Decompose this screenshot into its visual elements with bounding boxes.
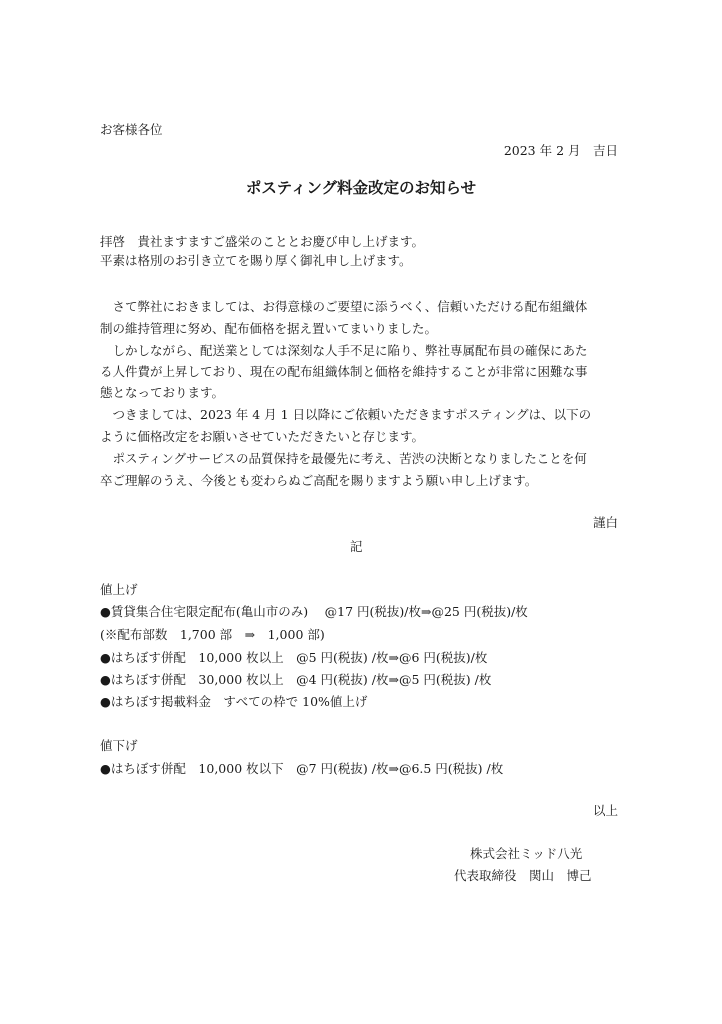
increase-item-1: ●賃貸集合住宅限定配布(亀山市のみ) @17 円(税抜)/枚⇒@25 円(税抜)/枚 bbox=[100, 604, 528, 619]
body-line-7: ように価格改定をお願いさせていただきたいと存じます。 bbox=[100, 429, 425, 444]
ki-heading: 記 bbox=[350, 539, 363, 554]
closing-word: 謹白 bbox=[592, 515, 618, 530]
increase-item-4: ●はちぼす併配 30,000 枚以上 @4 円(税抜) /枚⇒@5 円(税抜) /枚 bbox=[100, 672, 492, 687]
addressee: お客様各位 bbox=[100, 122, 163, 137]
company-name: 株式会社ミッド八光 bbox=[470, 846, 583, 861]
body-line-4: る人件費が上昇しており、現在の配布組織体制と価格を維持することが非常に困難な事 bbox=[100, 364, 588, 379]
document-date: 2023 年 2 月 吉日 bbox=[503, 143, 618, 158]
body-line-9: 卒ご理解のうえ、今後とも変わらぬご高配を賜りますよう願い申し上げます。 bbox=[100, 473, 538, 488]
increase-item-5: ●はちぼす掲載料金 すべての枠で 10%値上げ bbox=[100, 694, 368, 709]
body-line-5: 態となっております。 bbox=[100, 385, 225, 400]
body-line-6: つきましては、2023 年 4 月 1 日以降にご依頼いただきますポスティングは、以下の bbox=[100, 407, 592, 422]
body-line-3: しかしながら、配送業としては深刻な人手不足に陥り、弊社専属配布員の確保にあた bbox=[100, 343, 588, 358]
document-title: ポスティング料金改定のお知らせ bbox=[245, 178, 477, 197]
increase-heading: 値上げ bbox=[100, 582, 138, 597]
body-line-8: ポスティングサービスの品質保持を最優先に考え、苦渋の決断となりましたことを何 bbox=[100, 451, 587, 466]
decrease-item-1: ●はちぼす併配 10,000 枚以下 @7 円(税抜) /枚⇒@6.5 円(税抜) /枚 bbox=[100, 761, 504, 776]
greeting-line-2: 平素は格別のお引き立てを賜り厚く御礼申し上げます。 bbox=[100, 253, 412, 268]
decrease-heading: 値下げ bbox=[100, 738, 138, 753]
representative-name: 代表取締役 関山 博己 bbox=[454, 868, 592, 883]
end-word: 以上 bbox=[592, 803, 618, 818]
body-line-1: さて弊社におきましては、お得意様のご要望に添うべく、信頼いただける配布組織体 bbox=[100, 299, 588, 314]
increase-item-2: (※配布部数 1,700 部 ⇒ 1,000 部) bbox=[100, 627, 325, 642]
body-line-2: 制の維持管理に努め、配布価格を据え置いてまいりました。 bbox=[100, 321, 438, 336]
increase-item-3: ●はちぼす併配 10,000 枚以上 @5 円(税抜) /枚⇒@6 円(税抜)/枚 bbox=[100, 650, 488, 665]
greeting-line-1: 拝啓 貴社ますますご盛栄のこととお慶び申し上げます。 bbox=[100, 234, 425, 249]
